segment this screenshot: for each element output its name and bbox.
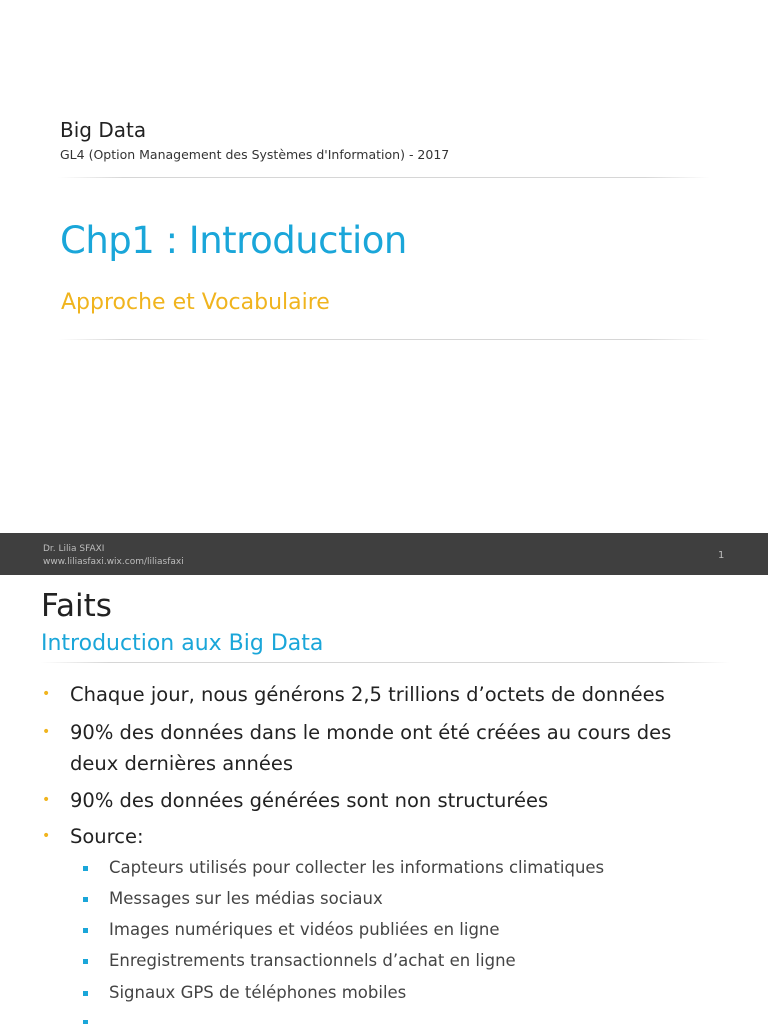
slide-footer — [0, 533, 768, 575]
sub-list-item — [109, 983, 406, 1002]
bullet-dot-icon: • — [42, 724, 51, 740]
sub-list-item — [109, 951, 516, 970]
bullet-square-icon — [83, 1020, 88, 1024]
footer-url: www.liliasfaxi.wix.com/liliasfaxi — [43, 557, 184, 567]
list-item — [42, 785, 720, 816]
slide-title: Faits — [41, 588, 112, 624]
course-subtitle: GL4 (Option Management des Systèmes d'Information) - 2017 — [60, 147, 450, 162]
divider — [40, 662, 730, 663]
page-number: 1 — [718, 550, 725, 561]
footer-author: Dr. Lilia SFAXI — [43, 544, 105, 554]
bullet-square-icon — [83, 866, 88, 871]
content-slide — [0, 575, 768, 1024]
bullet-square-icon — [83, 928, 88, 933]
sub-list-item — [109, 889, 383, 908]
course-title: Big Data — [60, 118, 147, 142]
divider — [58, 177, 710, 178]
divider — [58, 339, 710, 340]
bullet-dot-icon: • — [42, 828, 51, 844]
bullet-dot-icon: • — [42, 686, 51, 702]
chapter-title: Chp1 : Introduction — [60, 219, 407, 262]
sub-list-item-text: Images numériques et vidéos publiées en ligne — [109, 920, 500, 939]
sub-list-item-text: Signaux GPS de téléphones mobiles — [109, 983, 407, 1002]
slide-subtitle: Introduction aux Big Data — [41, 631, 324, 656]
list-item-text: Source: — [70, 825, 144, 848]
bullet-dot-icon: • — [42, 792, 51, 808]
sub-list-item-text: Capteurs utilisés pour collecter les informations climatiques — [109, 858, 605, 877]
sub-list-item — [109, 920, 500, 939]
bullet-square-icon — [83, 991, 88, 996]
list-item-text: Chaque jour, nous générons 2,5 trillions d’octets de données — [70, 683, 665, 706]
bullet-square-icon — [83, 959, 88, 964]
sub-list-item-text: Enregistrements transactionnels d’achat en ligne — [109, 951, 516, 970]
sub-list-item — [109, 858, 604, 877]
list-item-text: 90% des données dans le monde ont été créées au cours des deux dernières années — [70, 721, 672, 775]
list-item — [42, 717, 720, 779]
bullet-square-icon — [83, 897, 88, 902]
chapter-subtitle: Approche et Vocabulaire — [61, 290, 330, 315]
list-item — [42, 679, 720, 710]
list-item-text: 90% des données générées sont non structurées — [70, 789, 549, 812]
list-item — [42, 821, 720, 852]
sub-list-item-text: Messages sur les médias sociaux — [109, 889, 383, 908]
